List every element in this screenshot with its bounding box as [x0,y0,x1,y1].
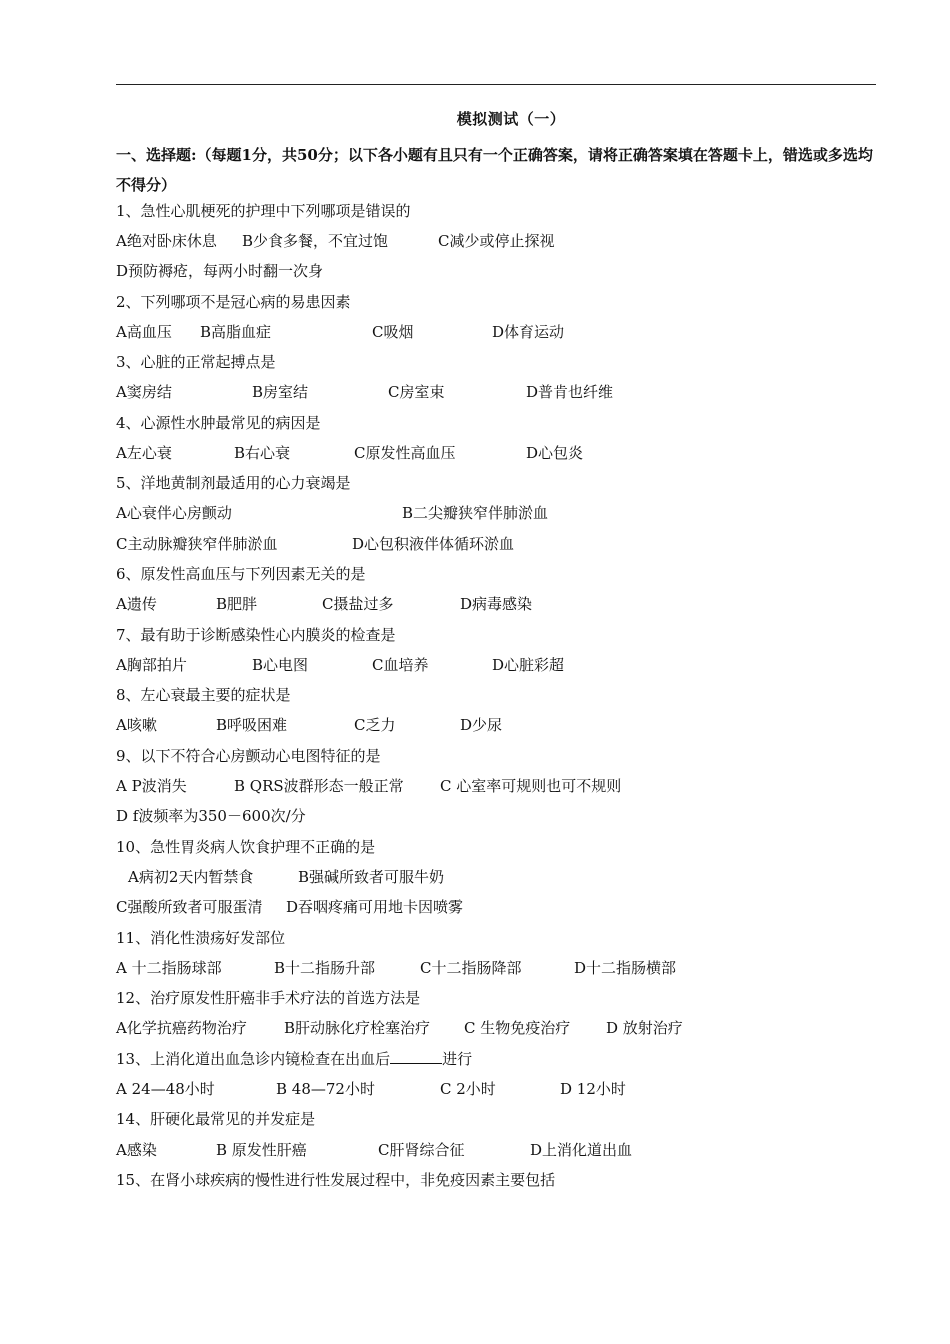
option: C肝肾综合征 [378,1141,465,1159]
option: C减少或停止探视 [438,232,555,250]
option: D心包积液伴体循环淤血 [352,535,515,553]
option: B右心衰 [234,444,291,462]
option: A左心衰 [116,444,172,462]
option: D病毒感染 [460,595,533,613]
option: A绝对卧床休息 [116,232,217,250]
option: C十二指肠降部 [420,959,522,977]
option: A 十二指肠球部 [116,959,222,977]
question-stem: 5、洋地黄制剂最适用的心力衰竭是 [116,474,351,492]
question-stem: 11、消化性溃疡好发部位 [116,929,286,947]
option: B十二指肠升部 [274,959,376,977]
option: B二尖瓣狭窄伴肺淤血 [402,504,549,522]
header-rule [116,84,876,85]
option: C 心室率可规则也可不规则 [440,777,622,795]
option: D心包炎 [526,444,584,462]
option: C血培养 [372,656,429,674]
question-stem-text: 进行 [442,1050,473,1068]
option: A心衰伴心房颤动 [116,504,232,522]
option: D预防褥疮，每两小时翻一次身 [116,262,324,280]
option: B少食多餐，不宜过饱 [242,232,389,250]
question-stem: 9、以下不符合心房颤动心电图特征的是 [116,747,381,765]
option: D 12小时 [560,1080,626,1098]
option: D 放射治疗 [606,1019,683,1037]
option: B QRS波群形态一般正常 [234,777,404,795]
option: A病初2天内暂禁食 [128,868,254,886]
option: B心电图 [252,656,309,674]
option: A 24—48小时 [116,1080,215,1098]
option: D心脏彩超 [492,656,565,674]
answer-blank [390,1047,442,1064]
option: C主动脉瓣狭窄伴肺淤血 [116,535,278,553]
question-stem: 10、急性胃炎病人饮食护理不正确的是 [116,838,376,856]
option: C 2小时 [440,1080,496,1098]
option: B 原发性肝癌 [216,1141,307,1159]
option: A窦房结 [116,383,172,401]
option: A胸部拍片 [116,656,187,674]
option: A高血压 [116,323,172,341]
option: C 生物免疫治疗 [464,1019,571,1037]
option: C房室束 [388,383,445,401]
question-stem: 1、急性心肌梗死的护理中下列哪项是错误的 [116,202,411,220]
question-stem: 4、心源性水肿最常见的病因是 [116,414,321,432]
section-instructions: 一、选择题:（每题1分，共50分；以下各小题有且只有一个正确答案，请将正确答案填在答题卡上，错选或多选均不得分） [116,146,873,194]
question-stem-text: 13、上消化道出血急诊内镜检查在出血后 [116,1050,391,1068]
question-stem: 2、下列哪项不是冠心病的易患因素 [116,293,351,311]
question-stem: 6、原发性高血压与下列因素无关的是 [116,565,366,583]
option: C原发性高血压 [354,444,456,462]
question-stem: 12、治疗原发性肝癌非手术疗法的首选方法是 [116,989,421,1007]
option: C摄盐过多 [322,595,394,613]
option: A感染 [116,1141,157,1159]
option: B肥胖 [216,595,258,613]
question-stem: 8、左心衰最主要的症状是 [116,686,291,704]
question-stem: 15、在肾小球疾病的慢性进行性发展过程中，非免疫因素主要包括 [116,1171,556,1189]
option: B呼吸困难 [216,716,288,734]
option: C强酸所致者可服蛋清 [116,898,263,916]
question-stem: 3、心脏的正常起搏点是 [116,353,276,371]
question-stem: 14、肝硬化最常见的并发症是 [116,1110,316,1128]
option: D普肯也纤维 [526,383,614,401]
option: B强碱所致者可服牛奶 [298,868,445,886]
question-stem [116,1044,472,1074]
option: D上消化道出血 [530,1141,633,1159]
option: B高脂血症 [200,323,272,341]
option: B房室结 [252,383,309,401]
option: D f波频率为350－600次/分 [116,807,306,825]
option: A咳嗽 [116,716,157,734]
option: B 48—72小时 [276,1080,375,1098]
option: A化学抗癌药物治疗 [116,1019,247,1037]
option: B肝动脉化疗栓塞治疗 [284,1019,431,1037]
option: A遗传 [116,595,157,613]
question-stem: 7、最有助于诊断感染性心内膜炎的检查是 [116,626,396,644]
option: C吸烟 [372,323,414,341]
option: C乏力 [354,716,396,734]
page-title: 模拟测试（一） [456,110,566,128]
option: D少尿 [460,716,503,734]
option: A P波消失 [116,777,187,795]
option: D吞咽疼痛可用地卡因喷雾 [286,898,464,916]
option: D体育运动 [492,323,565,341]
option: D十二指肠横部 [574,959,677,977]
